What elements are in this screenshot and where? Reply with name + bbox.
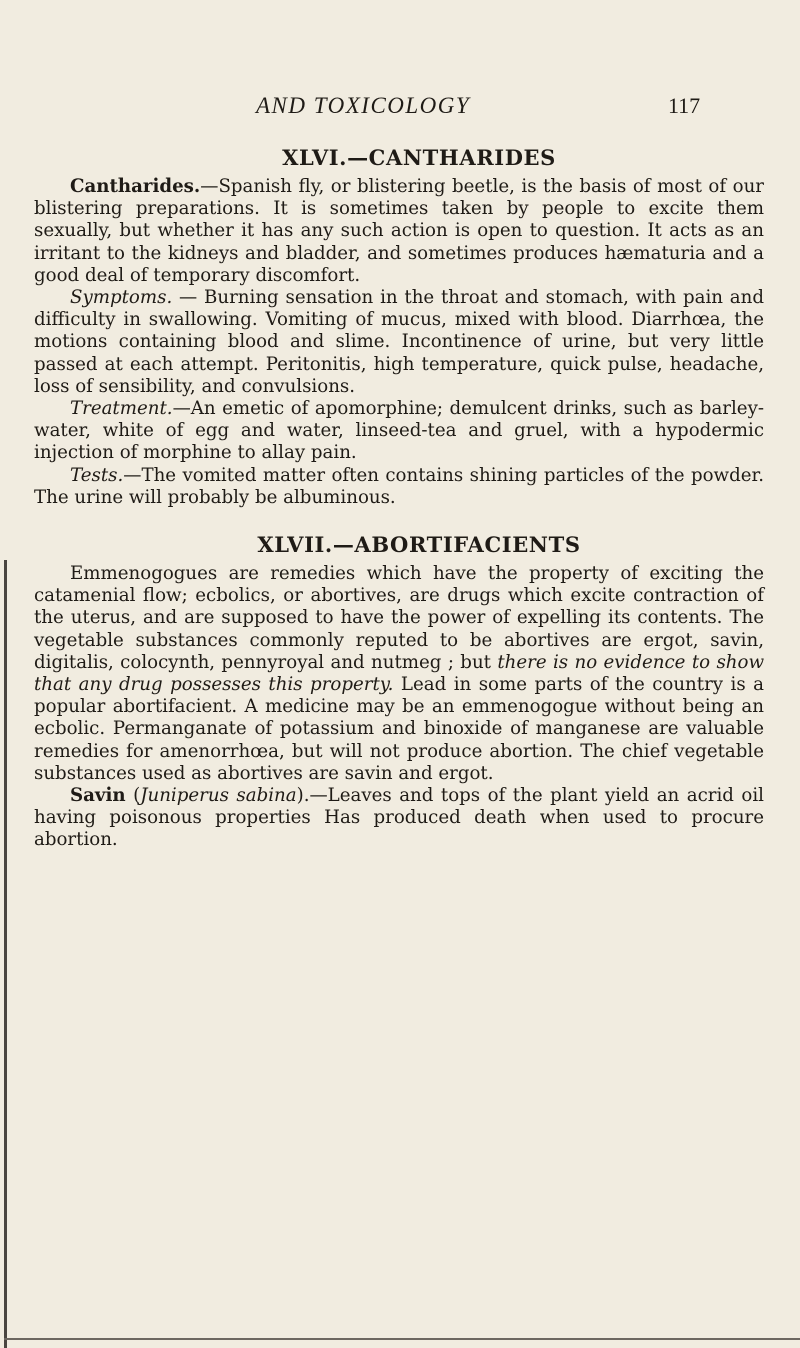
paragraph-text: Emmenogogues are remedies which have the property of exciting the catamenial flow; ecbolics, or abortives, are drugs which excite contraction of the uterus, and are supposed to have the power of expelling its contents. The vegetable substances commonly reputed to be abortives are ergot, savin, digitalis, colocynth, pennyroyal and nutmeg ; but: [34, 563, 764, 673]
page-body: [34, 144, 764, 852]
subheading-symptoms: Symptoms.: [70, 287, 173, 309]
paragraph-text: —Spanish fly, or blistering beetle, is the basis of most of our blistering preparations. It is sometimes taken by people to excite them sexually, but whether it has any such action is open to question. It acts as an irritant to the kidneys and bladder, and sometimes produces hæmaturia and a good deal of temporary discomfort.: [34, 176, 764, 286]
subheading-treatment: Treatment.: [70, 398, 173, 420]
paragraph-tests: [34, 465, 764, 509]
paragraph-savin: [34, 785, 764, 852]
paragraph-cantharides-intro: [34, 176, 764, 287]
section-heading-cantharides: XLVI.—CANTHARIDES: [282, 145, 556, 170]
paragraph-abortifacients-intro: [34, 563, 764, 785]
paragraph-text: —The vomited matter often contains shining particles of the powder. The urine will probably be albuminous.: [34, 464, 764, 508]
paragraph-text: Lead in some parts of the country is a popular abortifacient. A medicine may be an emmenogogue without being an ecbolic. Permanganate of potassium and binoxide of manganese are valuable remedies for amenorrhœa, but will not produce abortion. The chief vegetable substances used as abortives are savin and ergot.: [34, 674, 764, 784]
paragraph-text: ).—Leaves and tops of the plant yield an acrid oil having poisonous properties Has produced death when used to procure abortion.: [34, 785, 765, 851]
subheading-tests: Tests.: [70, 464, 124, 486]
page-bottom-edge: [4, 1338, 800, 1340]
emphasized-text: there is no evidence to show that any drug possesses this property.: [34, 651, 765, 696]
term-savin: Savin: [70, 785, 126, 807]
paragraph-text: — Burning sensation in the throat and stomach, with pain and difficulty in swallowing. Vomiting of mucus, mixed with blood. Diarrhœa, the motions containing blood and slime. Incontinence of urine, but very little passed at each attempt. Peritonitis, high temperature, quick pulse, headache, loss of sensibility, and convulsions.: [34, 287, 764, 397]
paragraph-treatment: [34, 398, 764, 465]
running-title: AND TOXICOLOGY: [256, 93, 471, 118]
paragraph-text: —An emetic of apomorphine; demulcent drinks, such as barley-water, white of egg and water, linseed-tea and gruel, with a hypodermic injection of morphine to allay pain.: [34, 398, 764, 464]
paren-open: (: [125, 785, 141, 807]
latin-name: Juniperus sabina: [140, 785, 297, 807]
running-head: [0, 93, 800, 127]
page-number: 117: [668, 93, 701, 118]
paragraph-symptoms: [34, 287, 764, 398]
term-cantharides: Cantharides.: [70, 176, 201, 197]
section-heading-abortifacients: XLVII.—ABORTIFACIENTS: [257, 532, 581, 558]
binding-edge-line: [4, 560, 7, 1348]
